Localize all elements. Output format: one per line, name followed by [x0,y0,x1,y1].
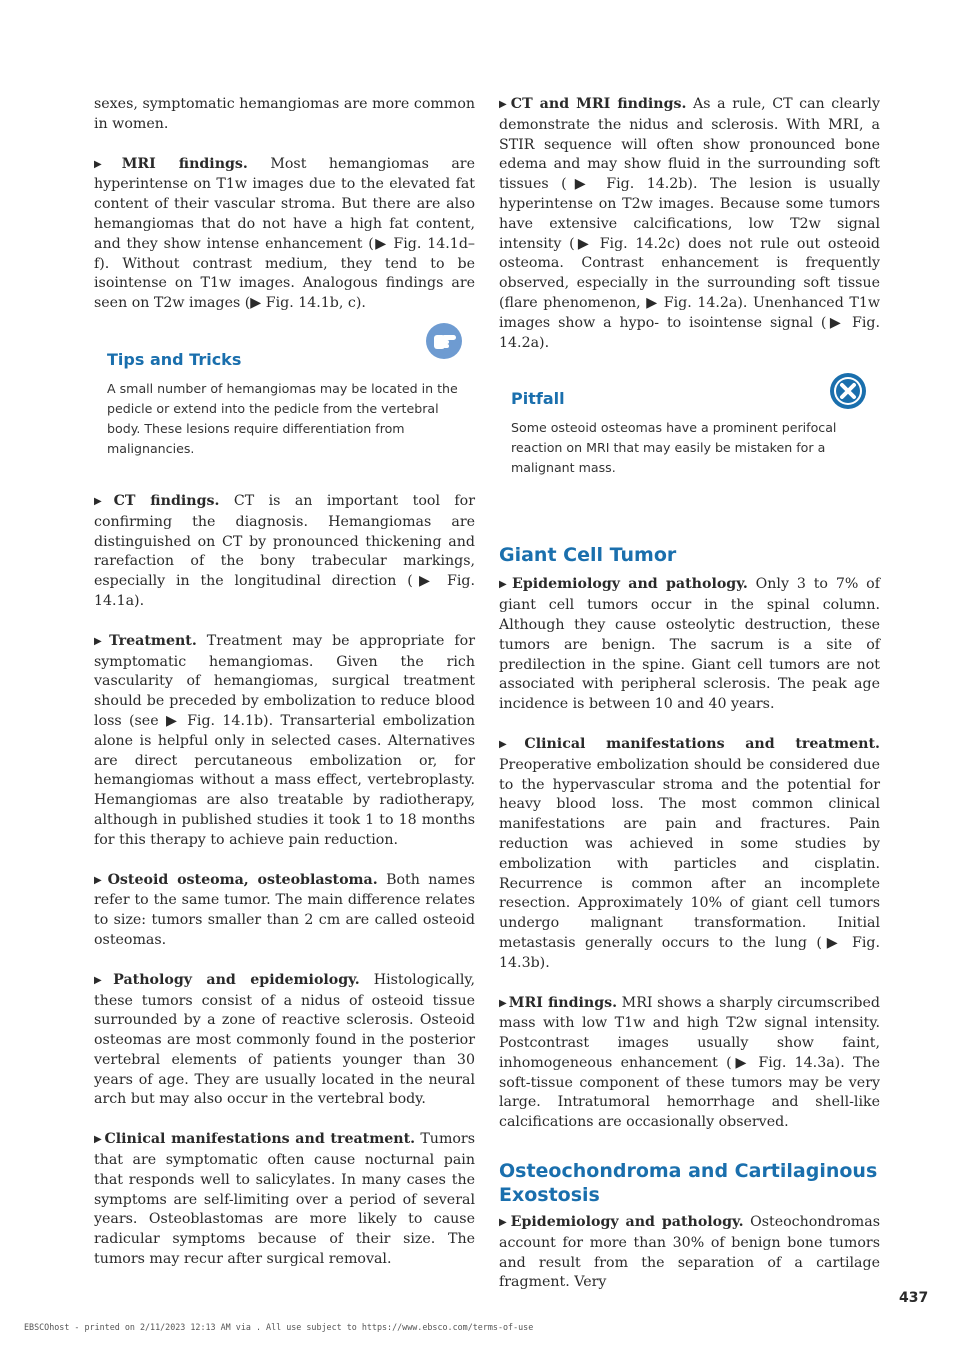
run-in-heading: Pathology and epidemiology. [113,971,360,988]
run-in-marker: ▶ [499,579,511,591]
run-in-marker: ▶ [94,874,106,886]
run-in-marker: ▶ [499,738,523,750]
x-circle-icon [829,372,867,414]
run-in-marker: ▶ [499,99,509,110]
tips-body: A small number of hemangiomas may be located in the pedicle or extend into the pedicle from the vertebral body. These lesions require differentiation from malignancies. [107,380,458,456]
run-in-marker: ▶ [94,635,108,647]
paragraph-osteoid-osteoma: ▶ Osteoid osteoma, osteoblastoma. Both names refer to the same tumor. The main difference relates to size: tumors smaller than 2 cm are called osteoid osteomas. [94,871,475,948]
paragraph-ct-mri-findings: ▶ CT and MRI findings. As a rule, CT can clearly demonstrate the nidus and sclerosis. With MRI, a STIR sequence will often show pronounced bone edema and may show fluid in the surrounding soft tissues (▶ Fig. 14.2b). The lesion is usually hyperintense on T2w images. Because some tumors have extensive calcifications, low T2w signal intensity (▶ Fig. 14.2c) does not rule out osteoid osteoma. Contrast enhancement is frequently observed, especially in the surrounding soft tissue (flare phenomenon, ▶ Fig. 14.2a). Unenhanced T1w images show a hypo- to isointense signal (▶ Fig. 14.2a). [499,96,880,351]
run-in-heading: Epidemiology and pathology. [510,1214,744,1231]
heading-osteochondroma: Osteochondroma and Cartilaginous Exostosis [499,1160,878,1207]
pitfall-box [511,373,867,491]
tips-and-tricks-box [107,334,463,464]
run-in-heading: Osteoid osteoma, osteoblastoma. [107,871,378,888]
run-in-marker: ▶ [94,1134,103,1146]
run-in-heading: MRI findings. [121,155,248,172]
heading-giant-cell-tumor: Giant Cell Tumor [499,544,677,567]
page-number: 437 [899,1290,929,1306]
paragraph-osteochondroma-epidemiology: ▶ Epidemiology and pathology. Osteochondromas account for more than 30% of benign bone tumors and result from the separation of a cartilage fragment. Very [499,1214,880,1291]
pitfall-body: Some osteoid osteomas have a prominent perifocal reaction on MRI that may easily be mistaken for a malignant mass. [511,420,837,476]
run-in-heading: CT and MRI findings. [510,96,687,112]
paragraph-gct-epidemiology: ▶ Epidemiology and pathology. Only 3 to 7% of giant cell tumors occur in the spinal column. Although they cause osteolytic destruction, these tumors are benign. The sacrum is a site of predilection in the spine. Giant cell tumors are not associated with peripheral sclerosis. The peak age incidence is between 10 and 40 years. [499,576,880,713]
right-column [499,95,880,1293]
print-footer: EBSCOhost - printed on 2/11/2023 12:13 AM via . All use subject to https://www.ebsco.com/terms-of-use [24,1322,534,1332]
paragraph-clinical-manifestations: ▶ Clinical manifestations and treatment. Tumors that are symptomatic often cause nocturnal pain that responds well to salicylates. In many cases the symptoms are self-limiting over a period of several years. Osteoblastomas are more likely to cause radicular symptoms because of their size. The tumors may recur after surgical removal. [94,1131,475,1268]
run-in-heading: MRI findings. [508,994,618,1011]
left-column [94,95,475,1270]
run-in-marker: ▶ [499,997,507,1009]
pointing-hand-icon [425,322,463,364]
paragraph-treatment: ▶ Treatment. Treatment may be appropriate for symptomatic hemangiomas. Given the rich vascularity of hemangiomas, surgical treatment should be preceded by embolization to reduce blood loss (see ▶ Fig. 14.1b). Transarterial embolization alone is helpful only in selected cases. Alternatives are direct percutaneous embolization or, for hemangiomas without a mass effect, vertebroplasty. Hemangiomas are also treatable by radiotherapy, although in published studies it took 1 to 18 months for this therapy to achieve pain reduction. [94,632,475,848]
paragraph-gct-clinical: ▶ Clinical manifestations and treatment. Preoperative embolization should be considered due to the hypervascular stroma and the potential for heavy blood loss. The most common clinical manifestations are pain and fractures. Pain reduction was achieved in some studies by embolization with particles and cisplatin. Recurrence is common after an incomplete resection. Approximately 10% of giant cell tumors undergo malignant transformation. Initial metastasis generally occurs to the lung (▶ Fig. 14.3b). [499,735,880,971]
paragraph-pathology-epidemiology: ▶ Pathology and epidemiology. Histologically, these tumors consist of a nidus of osteoid tissue surrounded by a zone of reactive sclerosis. Osteoid osteomas are most commonly found in the posterior vertebral elements of patients younger than 30 years of age. They are usually located in the neural arch but may also occur in the vertebral body. [94,971,475,1108]
run-in-marker: ▶ [94,158,120,170]
run-in-marker: ▶ [499,1217,509,1229]
run-in-heading: Epidemiology and pathology. [512,576,748,593]
run-in-marker: ▶ [94,495,112,507]
paragraph-sexes: sexes, symptomatic hemangiomas are more common in women. [94,96,475,132]
tips-title: Tips and Tricks [107,349,242,369]
paragraph-ct-findings: ▶ CT findings. CT is an important tool for confirming the diagnosis. Hemangiomas are distinguished on CT by pronounced thickening and rarefaction of the bony trabecular markings, especially in the longitudinal direction (▶ Fig. 14.1a). [94,492,475,609]
paragraph-gct-mri: ▶ MRI findings. MRI shows a sharply circumscribed mass with low T1w and high T2w signal intensity. Postcontrast images usually show faint, inhomogeneous enhancement (▶ Fig. 14.3a). The soft-tissue component of these tumors may be very large. Intratumoral hemorrhage and shell-like calcifications are occasionally observed. [499,994,880,1131]
run-in-heading: CT findings. [113,492,220,509]
run-in-marker: ▶ [94,974,112,986]
run-in-heading: Clinical manifestations and treatment. [524,735,880,752]
paragraph-mri-findings: ▶ MRI findings. Most hemangiomas are hyperintense on T1w images due to the elevated fat content of their vascular stroma. But there are also hemangiomas that do not have a high fat content, and they show intense enhancement (▶ Fig. 14.1d–f). Without contrast medium, they tend to be isointense on T1w images. Analogous findings are seen on T2w images (▶ Fig. 14.1b, c). [94,155,475,312]
run-in-heading: Clinical manifestations and treatment. [104,1131,416,1148]
run-in-heading: Treatment. [109,632,197,649]
pitfall-title: Pitfall [511,389,565,409]
